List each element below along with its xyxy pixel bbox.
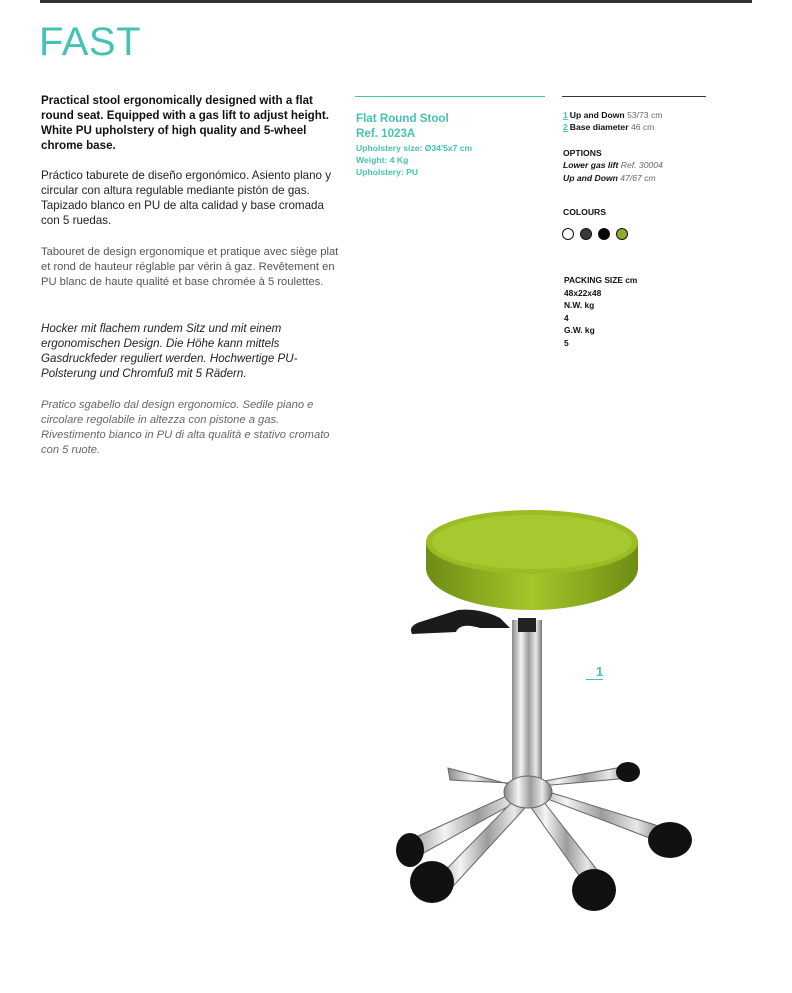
option-value: Ref. 30004 bbox=[620, 160, 663, 170]
description-italian: Pratico sgabello dal design ergonomico. Sedile piano e circolare regolabile in altezza con pistone a gas. Rivestimento bianco in PU di alta qualità e stativo cromato con 5 ruote. bbox=[41, 399, 330, 456]
colour-swatches bbox=[562, 228, 628, 240]
net-weight-value: 4 bbox=[564, 313, 569, 323]
option-label: Up and Down bbox=[563, 173, 618, 183]
net-weight-label: N.W. kg bbox=[564, 300, 595, 310]
description-german: Hocker mit flachem rundem Sitz und mit einem ergonomischen Design. Die Höhe kann mittels Gasdruckfeder reguliert werden. Hochwertige PU-Polsterung und Chromfuß mit 5 Rädern. bbox=[41, 322, 298, 380]
upholstery-material: Upholstery: PU bbox=[356, 167, 419, 177]
gross-weight-label: G.W. kg bbox=[564, 325, 595, 335]
spec-number: 2 bbox=[563, 122, 568, 132]
description-french: Tabouret de design ergonomique et pratique avec siège plat et rond de hauteur réglable par vérin à gaz. Revêtement en PU blanc de haute qualité et base chromée à 5 roulettes. bbox=[41, 246, 339, 288]
top-rule bbox=[40, 0, 752, 3]
gas-lever bbox=[411, 610, 510, 634]
page-title: FAST bbox=[39, 20, 142, 64]
product-weight: Weight: 4 Kg bbox=[356, 155, 409, 165]
height-callout: 1 bbox=[586, 664, 603, 680]
stool-image bbox=[360, 510, 720, 930]
spec-label: Up and Down bbox=[569, 110, 625, 120]
spec-label: Base diameter bbox=[569, 122, 629, 132]
gas-column bbox=[512, 620, 542, 795]
product-name: Flat Round Stool bbox=[356, 112, 449, 125]
swatch-green[interactable] bbox=[616, 228, 628, 240]
product-rule bbox=[355, 96, 545, 97]
colours-heading: COLOURS bbox=[563, 207, 606, 217]
description-english: Practical stool ergonomically designed with a flat round seat. Equipped with a gas lift to adjust height. White PU upholstery of high quality and 5-wheel chrome base. bbox=[41, 94, 329, 152]
options-heading: OPTIONS bbox=[563, 148, 602, 158]
option-value: 47/67 cm bbox=[620, 173, 656, 183]
option-label: Lower gas lift bbox=[563, 160, 619, 170]
option-lower-gas-lift bbox=[563, 160, 663, 170]
specs-rule bbox=[562, 96, 706, 97]
gross-weight-value: 5 bbox=[564, 338, 569, 348]
spec-value: 53/73 cm bbox=[627, 110, 663, 120]
description-spanish: Práctico taburete de diseño ergonómico. Asiento plano y circular con altura regulable mediante pistón de gas. Tapizado blanco en PU de alta calidad y base cromada con 5 ruedas. bbox=[41, 169, 332, 227]
upholstery-size: Upholstery size: Ø34'5x7 cm bbox=[356, 143, 473, 153]
packing-heading: PACKING SIZE cm bbox=[564, 275, 638, 285]
option-up-and-down bbox=[563, 173, 656, 183]
swatch-dark-grey[interactable] bbox=[580, 228, 592, 240]
swatch-white[interactable] bbox=[562, 228, 574, 240]
spec-value: 46 cm bbox=[630, 122, 655, 132]
spec-base-diameter bbox=[563, 122, 654, 132]
spec-up-and-down bbox=[563, 110, 662, 120]
packing-size: 48x22x48 bbox=[564, 288, 602, 298]
swatch-black[interactable] bbox=[598, 228, 610, 240]
spec-number: 1 bbox=[563, 110, 568, 120]
product-ref: Ref. 1023A bbox=[356, 127, 416, 140]
